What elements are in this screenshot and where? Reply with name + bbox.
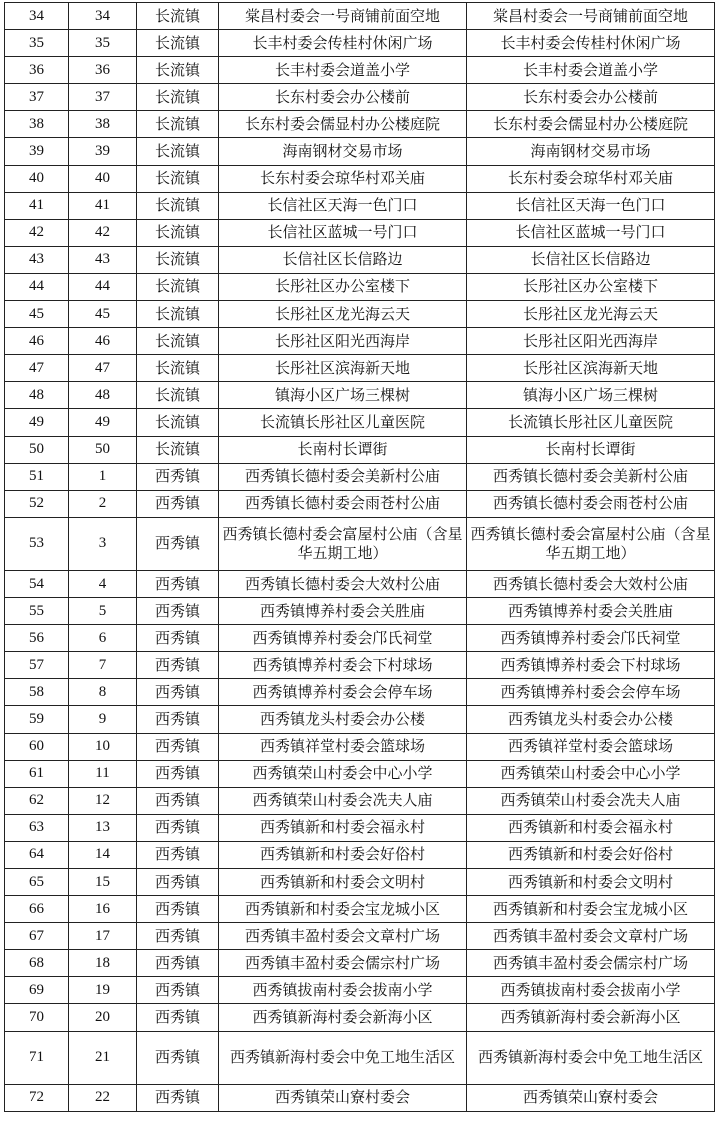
row-town-cell: 西秀镇 — [137, 896, 219, 923]
row-seq-number-cell: 65 — [5, 869, 69, 896]
row-site-detail-cell: 长南村长谭街 — [467, 436, 715, 463]
row-site-detail-cell: 西秀镇荣山村委会冼夫人庙 — [467, 787, 715, 814]
row-town-cell: 西秀镇 — [137, 841, 219, 868]
row-seq-number-cell: 42 — [5, 219, 69, 246]
row-seq-number-cell: 34 — [5, 3, 69, 30]
row-seq-number-cell: 43 — [5, 246, 69, 273]
table-row — [5, 598, 715, 625]
table-row — [5, 111, 715, 138]
table-row — [5, 382, 715, 409]
row-town-number-cell: 46 — [69, 328, 137, 355]
row-town-number-cell: 4 — [69, 570, 137, 597]
row-site-detail-cell: 西秀镇新和村委会福永村 — [467, 814, 715, 841]
row-town-number-cell: 18 — [69, 950, 137, 977]
row-site-cell: 棠昌村委会一号商铺前面空地 — [219, 3, 467, 30]
table-row — [5, 328, 715, 355]
row-site-detail-cell: 西秀镇博养村委会会停车场 — [467, 679, 715, 706]
row-site-cell: 长丰村委会道盖小学 — [219, 57, 467, 84]
row-seq-number-cell: 52 — [5, 490, 69, 517]
row-seq-number-cell: 38 — [5, 111, 69, 138]
row-seq-number-cell: 69 — [5, 977, 69, 1004]
row-site-cell: 西秀镇长德村委会雨苍村公庙 — [219, 490, 467, 517]
row-site-detail-cell: 长信社区天海一色门口 — [467, 192, 715, 219]
row-town-number-cell: 47 — [69, 355, 137, 382]
row-town-number-cell: 21 — [69, 1031, 137, 1084]
row-town-number-cell: 17 — [69, 923, 137, 950]
row-site-cell: 长信社区长信路边 — [219, 246, 467, 273]
row-seq-number-cell: 61 — [5, 760, 69, 787]
row-town-cell: 西秀镇 — [137, 1031, 219, 1084]
row-seq-number-cell: 70 — [5, 1004, 69, 1031]
row-seq-number-cell: 44 — [5, 273, 69, 300]
row-seq-number-cell: 49 — [5, 409, 69, 436]
row-site-detail-cell: 长信社区长信路边 — [467, 246, 715, 273]
row-town-number-cell: 1 — [69, 463, 137, 490]
row-seq-number-cell: 60 — [5, 733, 69, 760]
table-row — [5, 869, 715, 896]
row-seq-number-cell: 63 — [5, 814, 69, 841]
row-town-number-cell: 5 — [69, 598, 137, 625]
row-site-cell: 西秀镇博养村委会邝氏祠堂 — [219, 625, 467, 652]
table-row — [5, 760, 715, 787]
row-site-cell: 西秀镇新海村委会中免工地生活区 — [219, 1031, 467, 1084]
row-site-detail-cell: 西秀镇新和村委会文明村 — [467, 869, 715, 896]
row-town-cell: 西秀镇 — [137, 706, 219, 733]
sampling-site-table — [4, 2, 715, 1112]
row-seq-number-cell: 57 — [5, 652, 69, 679]
row-town-number-cell: 14 — [69, 841, 137, 868]
row-site-cell: 西秀镇长德村委会大效村公庙 — [219, 570, 467, 597]
row-town-number-cell: 41 — [69, 192, 137, 219]
row-town-cell: 长流镇 — [137, 192, 219, 219]
table-row — [5, 409, 715, 436]
row-town-number-cell: 20 — [69, 1004, 137, 1031]
table-row — [5, 84, 715, 111]
row-site-detail-cell: 镇海小区广场三棵树 — [467, 382, 715, 409]
row-town-cell: 西秀镇 — [137, 490, 219, 517]
row-town-cell: 长流镇 — [137, 111, 219, 138]
row-site-detail-cell: 西秀镇长德村委会富屋村公庙（含星华五期工地） — [467, 517, 715, 570]
table-row — [5, 923, 715, 950]
row-town-cell: 长流镇 — [137, 409, 219, 436]
row-town-number-cell: 6 — [69, 625, 137, 652]
table-row — [5, 219, 715, 246]
row-site-detail-cell: 西秀镇拔南村委会拔南小学 — [467, 977, 715, 1004]
table-row — [5, 679, 715, 706]
row-site-cell: 西秀镇博养村委会关胜庙 — [219, 598, 467, 625]
table-row — [5, 3, 715, 30]
row-town-number-cell: 8 — [69, 679, 137, 706]
row-site-cell: 西秀镇祥堂村委会篮球场 — [219, 733, 467, 760]
row-town-cell: 长流镇 — [137, 84, 219, 111]
row-town-cell: 西秀镇 — [137, 570, 219, 597]
row-site-cell: 长东村委会儒显村办公楼庭院 — [219, 111, 467, 138]
row-seq-number-cell: 48 — [5, 382, 69, 409]
row-seq-number-cell: 68 — [5, 950, 69, 977]
row-town-cell: 长流镇 — [137, 138, 219, 165]
row-site-detail-cell: 西秀镇长德村委会美新村公庙 — [467, 463, 715, 490]
row-site-cell: 西秀镇丰盈村委会文章村广场 — [219, 923, 467, 950]
row-town-cell: 长流镇 — [137, 30, 219, 57]
row-seq-number-cell: 46 — [5, 328, 69, 355]
row-site-cell: 长南村长谭街 — [219, 436, 467, 463]
table-body — [5, 3, 715, 1112]
row-town-number-cell: 40 — [69, 165, 137, 192]
row-site-cell: 长彤社区龙光海云天 — [219, 301, 467, 328]
row-town-number-cell: 36 — [69, 57, 137, 84]
row-site-cell: 西秀镇荣山村委会冼夫人庙 — [219, 787, 467, 814]
table-row — [5, 57, 715, 84]
row-site-cell: 西秀镇博养村委会会停车场 — [219, 679, 467, 706]
row-site-cell: 西秀镇丰盈村委会儒宗村广场 — [219, 950, 467, 977]
row-town-number-cell: 50 — [69, 436, 137, 463]
row-seq-number-cell: 56 — [5, 625, 69, 652]
row-town-cell: 西秀镇 — [137, 814, 219, 841]
table-row — [5, 841, 715, 868]
row-site-detail-cell: 西秀镇丰盈村委会儒宗村广场 — [467, 950, 715, 977]
table-row — [5, 625, 715, 652]
row-seq-number-cell: 35 — [5, 30, 69, 57]
row-site-cell: 长丰村委会传桂村休闲广场 — [219, 30, 467, 57]
row-seq-number-cell: 47 — [5, 355, 69, 382]
row-seq-number-cell: 51 — [5, 463, 69, 490]
row-site-detail-cell: 西秀镇博养村委会关胜庙 — [467, 598, 715, 625]
row-site-detail-cell: 长东村委会琼华村邓关庙 — [467, 165, 715, 192]
row-site-detail-cell: 西秀镇长德村委会雨苍村公庙 — [467, 490, 715, 517]
row-site-detail-cell: 西秀镇龙头村委会办公楼 — [467, 706, 715, 733]
table-row — [5, 1031, 715, 1084]
row-site-detail-cell: 西秀镇新和村委会好俗村 — [467, 841, 715, 868]
row-seq-number-cell: 41 — [5, 192, 69, 219]
row-town-cell: 西秀镇 — [137, 463, 219, 490]
row-site-cell: 海南钢材交易市场 — [219, 138, 467, 165]
row-town-cell: 长流镇 — [137, 246, 219, 273]
row-town-cell: 西秀镇 — [137, 1004, 219, 1031]
row-seq-number-cell: 66 — [5, 896, 69, 923]
row-site-detail-cell: 长东村委会儒显村办公楼庭院 — [467, 111, 715, 138]
row-town-number-cell: 45 — [69, 301, 137, 328]
table-row — [5, 273, 715, 300]
row-site-cell: 西秀镇新海村委会新海小区 — [219, 1004, 467, 1031]
row-site-detail-cell: 西秀镇丰盈村委会文章村广场 — [467, 923, 715, 950]
row-town-cell: 西秀镇 — [137, 679, 219, 706]
row-town-number-cell: 16 — [69, 896, 137, 923]
row-town-number-cell: 15 — [69, 869, 137, 896]
row-town-cell: 长流镇 — [137, 355, 219, 382]
row-seq-number-cell: 40 — [5, 165, 69, 192]
row-town-cell: 长流镇 — [137, 436, 219, 463]
row-seq-number-cell: 59 — [5, 706, 69, 733]
table-row — [5, 706, 715, 733]
table-row — [5, 436, 715, 463]
row-site-cell: 西秀镇龙头村委会办公楼 — [219, 706, 467, 733]
row-seq-number-cell: 54 — [5, 570, 69, 597]
table-row — [5, 814, 715, 841]
row-town-number-cell: 9 — [69, 706, 137, 733]
row-seq-number-cell: 64 — [5, 841, 69, 868]
row-seq-number-cell: 67 — [5, 923, 69, 950]
row-site-cell: 镇海小区广场三棵树 — [219, 382, 467, 409]
table-row — [5, 1084, 715, 1111]
row-site-cell: 长彤社区阳光西海岸 — [219, 328, 467, 355]
table-row — [5, 355, 715, 382]
row-town-number-cell: 38 — [69, 111, 137, 138]
table-row — [5, 517, 715, 570]
row-seq-number-cell: 45 — [5, 301, 69, 328]
table-row — [5, 30, 715, 57]
table-row — [5, 977, 715, 1004]
row-site-detail-cell: 长彤社区阳光西海岸 — [467, 328, 715, 355]
table-row — [5, 896, 715, 923]
row-site-detail-cell: 长彤社区龙光海云天 — [467, 301, 715, 328]
row-site-detail-cell: 长东村委会办公楼前 — [467, 84, 715, 111]
row-town-cell: 西秀镇 — [137, 517, 219, 570]
row-site-cell: 长信社区天海一色门口 — [219, 192, 467, 219]
row-town-number-cell: 44 — [69, 273, 137, 300]
table-row — [5, 192, 715, 219]
row-town-number-cell: 22 — [69, 1084, 137, 1111]
row-site-cell: 西秀镇博养村委会下村球场 — [219, 652, 467, 679]
row-site-cell: 西秀镇新和村委会福永村 — [219, 814, 467, 841]
row-town-cell: 西秀镇 — [137, 977, 219, 1004]
row-town-cell: 长流镇 — [137, 165, 219, 192]
row-town-cell: 西秀镇 — [137, 652, 219, 679]
table-row — [5, 570, 715, 597]
row-site-detail-cell: 长丰村委会传桂村休闲广场 — [467, 30, 715, 57]
row-town-cell: 西秀镇 — [137, 950, 219, 977]
row-town-number-cell: 43 — [69, 246, 137, 273]
row-town-cell: 长流镇 — [137, 328, 219, 355]
row-site-cell: 西秀镇长德村委会美新村公庙 — [219, 463, 467, 490]
row-site-detail-cell: 长信社区蓝城一号门口 — [467, 219, 715, 246]
row-site-detail-cell: 长流镇长彤社区儿童医院 — [467, 409, 715, 436]
row-site-cell: 西秀镇长德村委会富屋村公庙（含星华五期工地） — [219, 517, 467, 570]
table-row — [5, 138, 715, 165]
row-site-detail-cell: 棠昌村委会一号商铺前面空地 — [467, 3, 715, 30]
row-town-number-cell: 42 — [69, 219, 137, 246]
row-site-cell: 西秀镇新和村委会宝龙城小区 — [219, 896, 467, 923]
row-site-cell: 长东村委会琼华村邓关庙 — [219, 165, 467, 192]
row-site-cell: 西秀镇荣山村委会中心小学 — [219, 760, 467, 787]
row-town-number-cell: 37 — [69, 84, 137, 111]
row-seq-number-cell: 55 — [5, 598, 69, 625]
row-site-detail-cell: 西秀镇荣山村委会中心小学 — [467, 760, 715, 787]
row-town-number-cell: 7 — [69, 652, 137, 679]
table-row — [5, 246, 715, 273]
table-row — [5, 787, 715, 814]
row-site-cell: 长信社区蓝城一号门口 — [219, 219, 467, 246]
row-town-cell: 西秀镇 — [137, 598, 219, 625]
row-seq-number-cell: 62 — [5, 787, 69, 814]
table-row — [5, 490, 715, 517]
row-seq-number-cell: 50 — [5, 436, 69, 463]
row-town-cell: 长流镇 — [137, 57, 219, 84]
row-site-cell: 长彤社区滨海新天地 — [219, 355, 467, 382]
row-site-cell: 西秀镇新和村委会文明村 — [219, 869, 467, 896]
table-row — [5, 165, 715, 192]
row-town-number-cell: 19 — [69, 977, 137, 1004]
row-site-detail-cell: 西秀镇博养村委会邝氏祠堂 — [467, 625, 715, 652]
table-row — [5, 301, 715, 328]
row-town-number-cell: 13 — [69, 814, 137, 841]
table-row — [5, 1004, 715, 1031]
row-site-detail-cell: 长丰村委会道盖小学 — [467, 57, 715, 84]
row-site-detail-cell: 西秀镇长德村委会大效村公庙 — [467, 570, 715, 597]
row-site-cell: 长东村委会办公楼前 — [219, 84, 467, 111]
row-site-detail-cell: 西秀镇新和村委会宝龙城小区 — [467, 896, 715, 923]
row-seq-number-cell: 39 — [5, 138, 69, 165]
row-town-cell: 西秀镇 — [137, 733, 219, 760]
row-site-detail-cell: 海南钢材交易市场 — [467, 138, 715, 165]
row-site-detail-cell: 长彤社区办公室楼下 — [467, 273, 715, 300]
row-site-detail-cell: 西秀镇荣山寮村委会 — [467, 1084, 715, 1111]
row-town-cell: 西秀镇 — [137, 760, 219, 787]
row-town-number-cell: 12 — [69, 787, 137, 814]
row-town-number-cell: 49 — [69, 409, 137, 436]
table-row — [5, 733, 715, 760]
row-site-cell: 西秀镇新和村委会好俗村 — [219, 841, 467, 868]
row-town-number-cell: 2 — [69, 490, 137, 517]
row-town-cell: 长流镇 — [137, 3, 219, 30]
table-row — [5, 463, 715, 490]
row-town-cell: 西秀镇 — [137, 923, 219, 950]
row-seq-number-cell: 71 — [5, 1031, 69, 1084]
row-town-cell: 西秀镇 — [137, 625, 219, 652]
table-row — [5, 652, 715, 679]
row-site-detail-cell: 西秀镇祥堂村委会篮球场 — [467, 733, 715, 760]
row-site-cell: 西秀镇拔南村委会拔南小学 — [219, 977, 467, 1004]
row-seq-number-cell: 72 — [5, 1084, 69, 1111]
row-town-number-cell: 35 — [69, 30, 137, 57]
row-town-number-cell: 48 — [69, 382, 137, 409]
row-seq-number-cell: 53 — [5, 517, 69, 570]
row-site-cell: 长彤社区办公室楼下 — [219, 273, 467, 300]
row-town-number-cell: 11 — [69, 760, 137, 787]
row-town-number-cell: 3 — [69, 517, 137, 570]
row-site-detail-cell: 长彤社区滨海新天地 — [467, 355, 715, 382]
row-town-number-cell: 39 — [69, 138, 137, 165]
row-seq-number-cell: 58 — [5, 679, 69, 706]
row-seq-number-cell: 36 — [5, 57, 69, 84]
table-row — [5, 950, 715, 977]
row-town-cell: 长流镇 — [137, 382, 219, 409]
row-site-cell: 西秀镇荣山寮村委会 — [219, 1084, 467, 1111]
row-town-number-cell: 10 — [69, 733, 137, 760]
row-town-cell: 长流镇 — [137, 219, 219, 246]
row-town-number-cell: 34 — [69, 3, 137, 30]
row-town-cell: 西秀镇 — [137, 1084, 219, 1111]
row-site-detail-cell: 西秀镇新海村委会新海小区 — [467, 1004, 715, 1031]
row-site-cell: 长流镇长彤社区儿童医院 — [219, 409, 467, 436]
row-town-cell: 长流镇 — [137, 301, 219, 328]
row-site-detail-cell: 西秀镇新海村委会中免工地生活区 — [467, 1031, 715, 1084]
row-town-cell: 长流镇 — [137, 273, 219, 300]
row-site-detail-cell: 西秀镇博养村委会下村球场 — [467, 652, 715, 679]
row-town-cell: 西秀镇 — [137, 869, 219, 896]
row-town-cell: 西秀镇 — [137, 787, 219, 814]
row-seq-number-cell: 37 — [5, 84, 69, 111]
